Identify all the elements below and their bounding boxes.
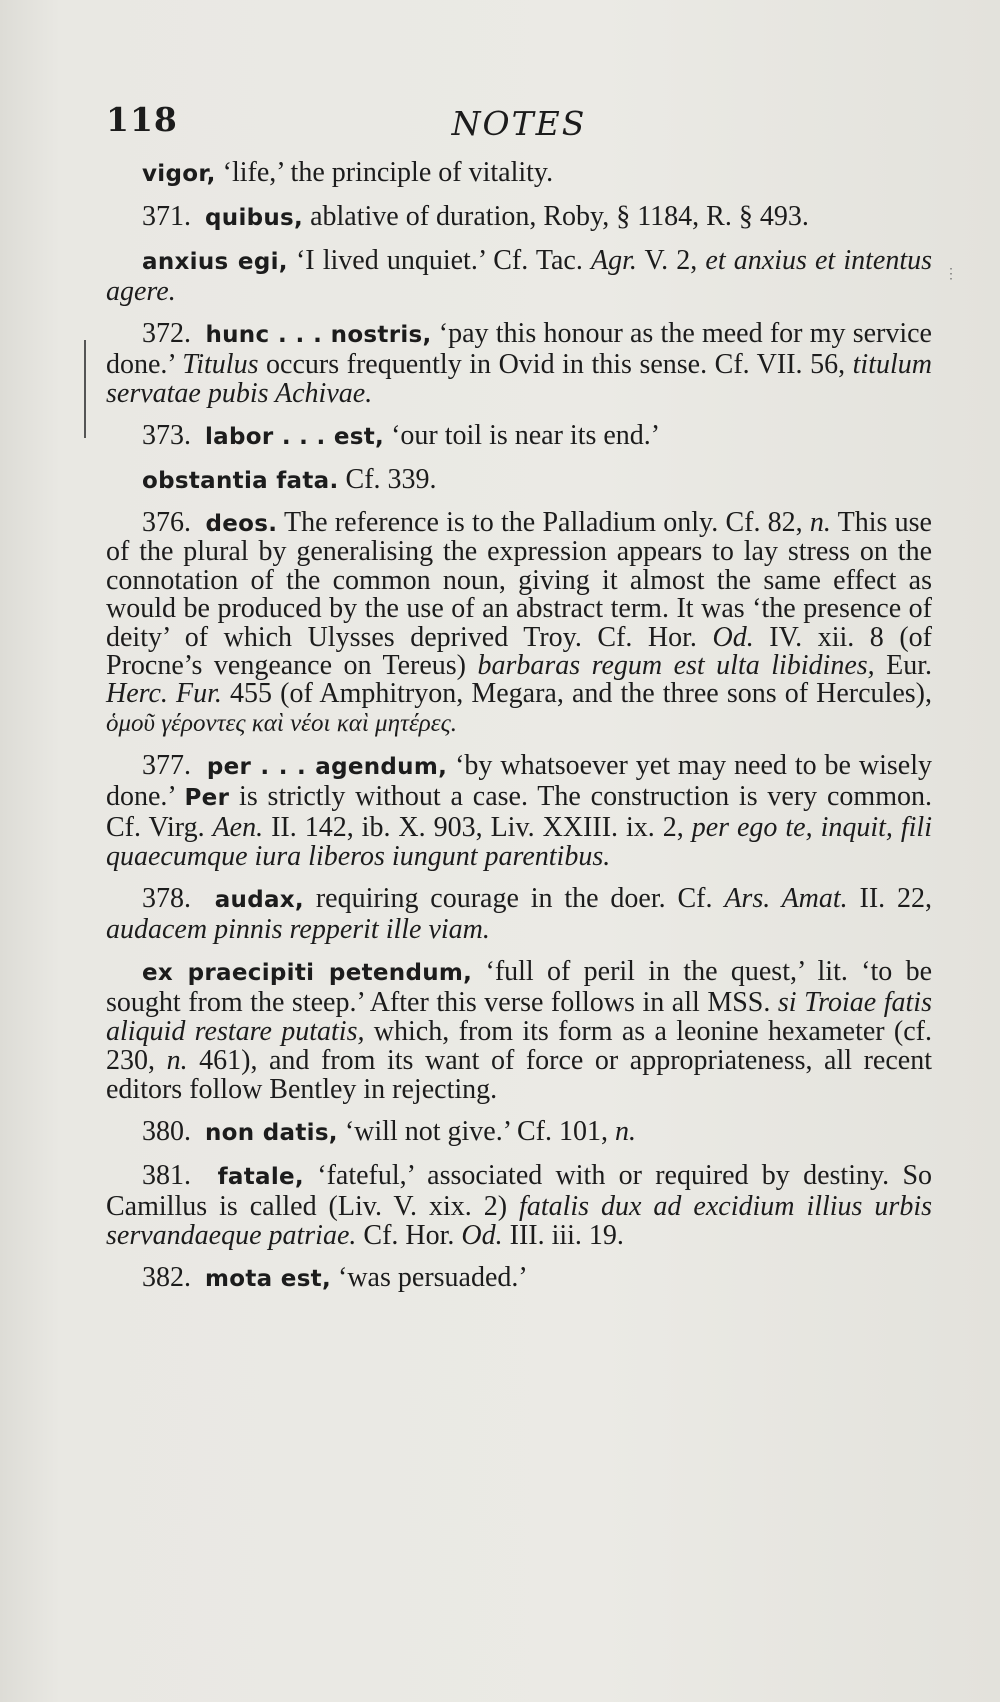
note-378: 378. audax, requiring courage in the doer. Cf. Ars. Amat. II. 22, audacem pinnis repperit ille viam. bbox=[106, 883, 933, 946]
note-377: 377. per . . . agendum, ‘by whatsoever yet may need to be wisely done.’ Per is strictly without a case. The construction is very common. Cf. Virg. Aen. II. 142, ib. X. 903, Liv. XXIII. ix. 2, per ego te, inquit, fili quaecumque iura liberos iungunt parentibus. bbox=[106, 750, 933, 873]
line-number: 373. bbox=[142, 420, 191, 451]
note-obstantia-fata: obstantia fata. Cf. 339. bbox=[142, 464, 437, 495]
lemma: mota est, bbox=[205, 1266, 332, 1293]
note-382: 382. mota est, ‘was persuaded.’ bbox=[142, 1262, 528, 1294]
line-number: 381. bbox=[142, 1160, 191, 1192]
notes-body bbox=[106, 158, 932, 1294]
line-number: 378. bbox=[142, 883, 191, 915]
latin-quote: titulum servatae pubis Achivae. bbox=[106, 349, 932, 409]
lemma: ex praecipiti petendum, bbox=[142, 960, 473, 987]
lemma: non datis, bbox=[205, 1120, 338, 1147]
note-vigor: vigor, ‘life,’ the principle of vitality. bbox=[142, 157, 554, 188]
note-381: 381. fatale, ‘fateful,’ associated with or required by destiny. So Camillus is called (Liv. V. xix. 2) fatalis dux ad excidium illius urbis servandaeque patriae. Cf. Hor. Od. III. iii. 19. bbox=[106, 1160, 933, 1252]
lemma: labor . . . est, bbox=[205, 424, 385, 450]
note-376: 376. deos. The reference is to the Palladium only. Cf. 82, n. This use of the plural by generalising the expression appears to lay stress on the connotation of the common noun, giving it almost the same effect as would be produced by the use of an abstract term. It was ‘the presence of deity’ of which Ulysses deprived Troy. Cf. Hor. Od. IV. xii. 8 (of Procne’s vengeance on Tereus) barbaras regum est ulta libidines, Eur. Herc. Fur. 455 (of Amphitryon, Megara, and the three sons of Hercules), ὁμοῦ γέροντες καὶ νέοι καὶ μητέρες. bbox=[106, 507, 933, 737]
lemma: hunc . . . nostris, bbox=[205, 322, 432, 348]
line-number: 382. bbox=[142, 1262, 191, 1294]
lemma: vigor, bbox=[142, 161, 216, 187]
lemma: fatale, bbox=[217, 1164, 304, 1191]
note-380: 380. non datis, ‘will not give.’ Cf. 101, n. bbox=[142, 1116, 636, 1148]
lemma: obstantia fata. bbox=[142, 468, 339, 494]
lemma: per . . . agendum, bbox=[206, 754, 448, 781]
note-371: 371. quibus, ablative of duration, Roby, § 1184, R. § 493. bbox=[142, 201, 809, 232]
latin-quote: barbaras regum est ulta libidines, bbox=[477, 650, 875, 682]
section-title: NOTES bbox=[451, 104, 587, 143]
note-ex-praecipiti: ex praecipiti petendum, ‘full of peril in the quest,’ lit. ‘to be sought from the steep.’ After this verse follows in all MSS. si Troiae fatis aliquid restare putatis, which, from its form as a leonine hexameter (cf. 230, n. 461), and from its want of force or appropriateness, all recent editors follow Bentley in rejecting. bbox=[106, 956, 932, 1106]
latin-quote: si Troiae fatis aliquid restare putatis, bbox=[106, 987, 932, 1048]
latin-quote: et anxius et intentus agere. bbox=[106, 245, 933, 307]
ink-speck: ⋮ bbox=[944, 266, 958, 282]
line-number: 372. bbox=[142, 318, 191, 349]
margin-pencil-mark bbox=[84, 340, 86, 438]
latin-quote: fatalis dux ad excidium illius urbis servandaeque patriae. bbox=[106, 1191, 932, 1252]
line-number: 371. bbox=[142, 201, 191, 232]
line-number: 380. bbox=[142, 1116, 191, 1148]
running-head bbox=[106, 100, 932, 148]
note-373: 373. labor . . . est, ‘our toil is near its end.’ bbox=[142, 420, 661, 451]
greek-quote: ὁμοῦ γέροντες καὶ νέοι καὶ μητέρες. bbox=[106, 709, 458, 737]
lemma: deos. bbox=[205, 511, 278, 537]
page-number: 118 bbox=[106, 100, 178, 139]
line-number: 377. bbox=[142, 750, 191, 782]
line-number: 376. bbox=[142, 507, 191, 538]
lemma: anxius egi, bbox=[142, 249, 288, 275]
latin-quote: audacem pinnis repperit ille viam. bbox=[106, 914, 490, 946]
note-anxius-egi: anxius egi, ‘I lived unquiet.’ Cf. Tac. Agr. V. 2, et anxius et intentus agere. bbox=[106, 245, 933, 307]
latin-quote: per ego te, inquit, fili quaecumque iura liberos iungunt parentibus. bbox=[106, 812, 932, 873]
lemma: quibus, bbox=[205, 205, 304, 231]
note-372: 372. hunc . . . nostris, ‘pay this honour as the meed for my service done.’ Titulus occurs frequently in Ovid in this sense. Cf. VII. 56, titulum servatae pubis Achivae. bbox=[106, 318, 932, 409]
lemma: audax, bbox=[214, 887, 304, 914]
